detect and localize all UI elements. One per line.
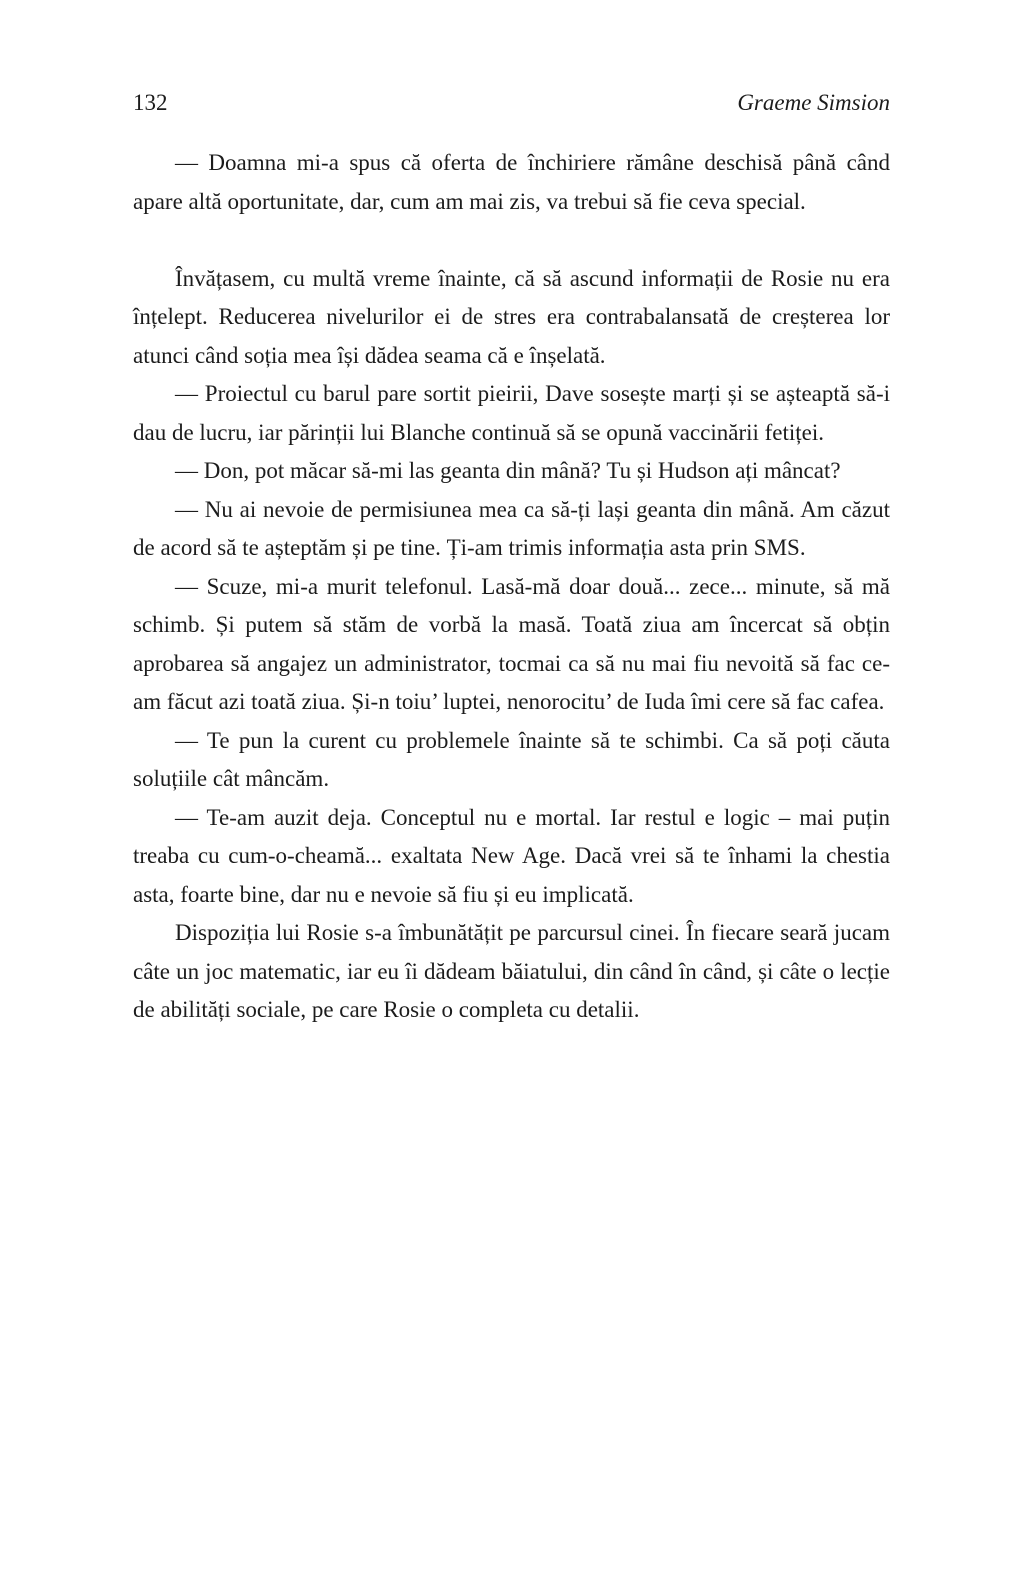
- running-head-author: Graeme Simsion: [737, 90, 890, 115]
- paragraph: — Te-am auzit deja. Conceptul nu e mortal. Iar restul e logic – mai puțin treaba cu cum-o-cheamă... exaltata New Age. Dacă vrei să te înhami la chestia asta, foarte bine, dar nu e nevoie să fiu și eu implicată.: [133, 804, 890, 907]
- paragraph: Dispoziția lui Rosie s-a îmbunătățit pe parcursul cinei. În fiecare seară jucam câte un joc matematic, iar eu îi dădeam băiatului, din când în când, și câte o lecție de abilități sociale, pe care Rosie o completa cu detalii.: [133, 920, 890, 1022]
- paragraph: — Te pun la curent cu problemele înainte să te schimbi. Ca să poți căuta soluțiile cât mâncăm.: [133, 727, 890, 791]
- paragraph: — Scuze, mi-a murit telefonul. Lasă-mă doar două... zece... minute, să mă schimb. Și putem să stăm de vorbă la masă. Toată ziua am încercat să obțin aprobarea să angajez un administrator, tocmai ca să nu mai fiu nevoită să fac ce-am făcut azi toată ziua. Și-n toiu’ luptei, nenorocitu’ de Iuda îmi cere să fac cafea.: [133, 573, 890, 714]
- paragraph: — Proiectul cu barul pare sortit pieirii, Dave sosește marți și se așteaptă să-i dau de lucru, iar părinții lui Blanche continuă să se opună vaccinării fetiței.: [133, 381, 890, 445]
- paragraph: — Nu ai nevoie de permisiunea mea ca să-ți lași geanta din mână. Am căzut de acord să te așteptăm și pe tine. Ți-am trimis informația asta prin SMS.: [133, 496, 890, 560]
- paragraph: — Doamna mi-a spus că oferta de închiriere rămâne deschisă până când apare altă oportunitate, dar, cum am mai zis, va trebui să fie ceva special.: [133, 150, 890, 214]
- page-header: [133, 88, 890, 118]
- page-number: 132: [133, 90, 168, 115]
- page-body: [133, 144, 890, 1030]
- paragraph: Învățasem, cu multă vreme înainte, că să ascund informații de Rosie nu era înțelept. Reducerea nivelurilor ei de stres era contrabalansată de creșterea lor atunci când soția mea își dădea seama că e înșelată.: [133, 265, 890, 368]
- paragraph: — Don, pot măcar să-mi las geanta din mână? Tu și Hudson ați mâncat?: [175, 458, 841, 483]
